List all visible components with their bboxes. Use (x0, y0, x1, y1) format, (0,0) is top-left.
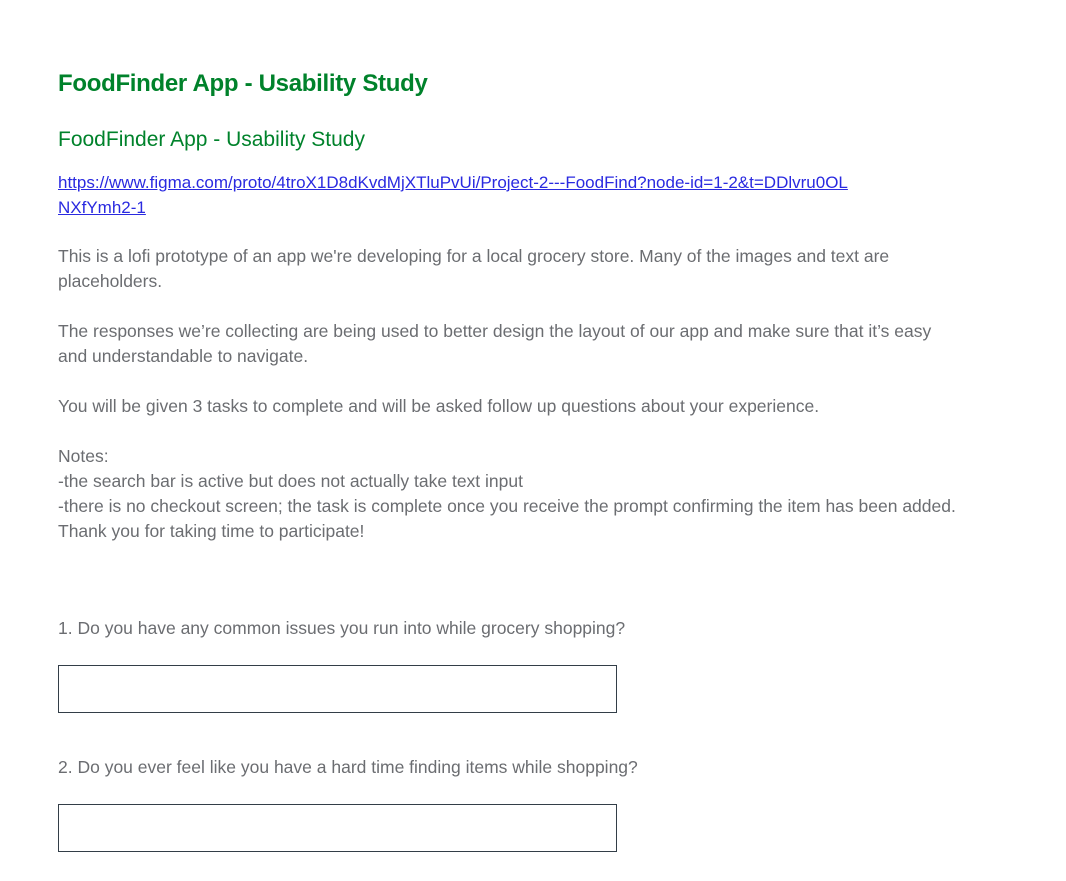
notes-heading: Notes: (58, 446, 109, 466)
intro-paragraph: The responses we’re collecting are being used to better design the layout of our app and make sure that it’s easy and understandable to navigate. (58, 321, 932, 366)
page-title: FoodFinder App - Usability Study (58, 128, 365, 151)
thank-you-line: Thank you for taking time to participate! (58, 521, 365, 541)
question-1-label: 1. Do you have any common issues you run into while grocery shopping? (58, 618, 626, 638)
question-1-answer-input[interactable] (58, 665, 617, 713)
question-2-label: 2. Do you ever feel like you have a hard time finding items while shopping? (58, 757, 638, 777)
question-2-answer-input[interactable] (58, 804, 617, 852)
intro-paragraph: This is a lofi prototype of an app we're developing for a local grocery store. Many of the images and text are placeholders. (58, 246, 890, 291)
figma-prototype-link[interactable]: https://www.figma.com/proto/4troX1D8dKvdMjXTluPvUi/Project-2---FoodFind?node-id=1-2&t=DDlvru0OLNXfYmh2-1 (58, 173, 848, 217)
intro-paragraph: You will be given 3 tasks to complete and will be asked follow up questions about your experience. (58, 396, 820, 416)
note-line: -the search bar is active but does not actually take text input (58, 471, 523, 491)
note-line: -there is no checkout screen; the task is complete once you receive the prompt confirming the item has been added. (58, 496, 956, 516)
notes-block (58, 444, 963, 544)
survey-title: FoodFinder App - Usability Study (58, 70, 428, 97)
